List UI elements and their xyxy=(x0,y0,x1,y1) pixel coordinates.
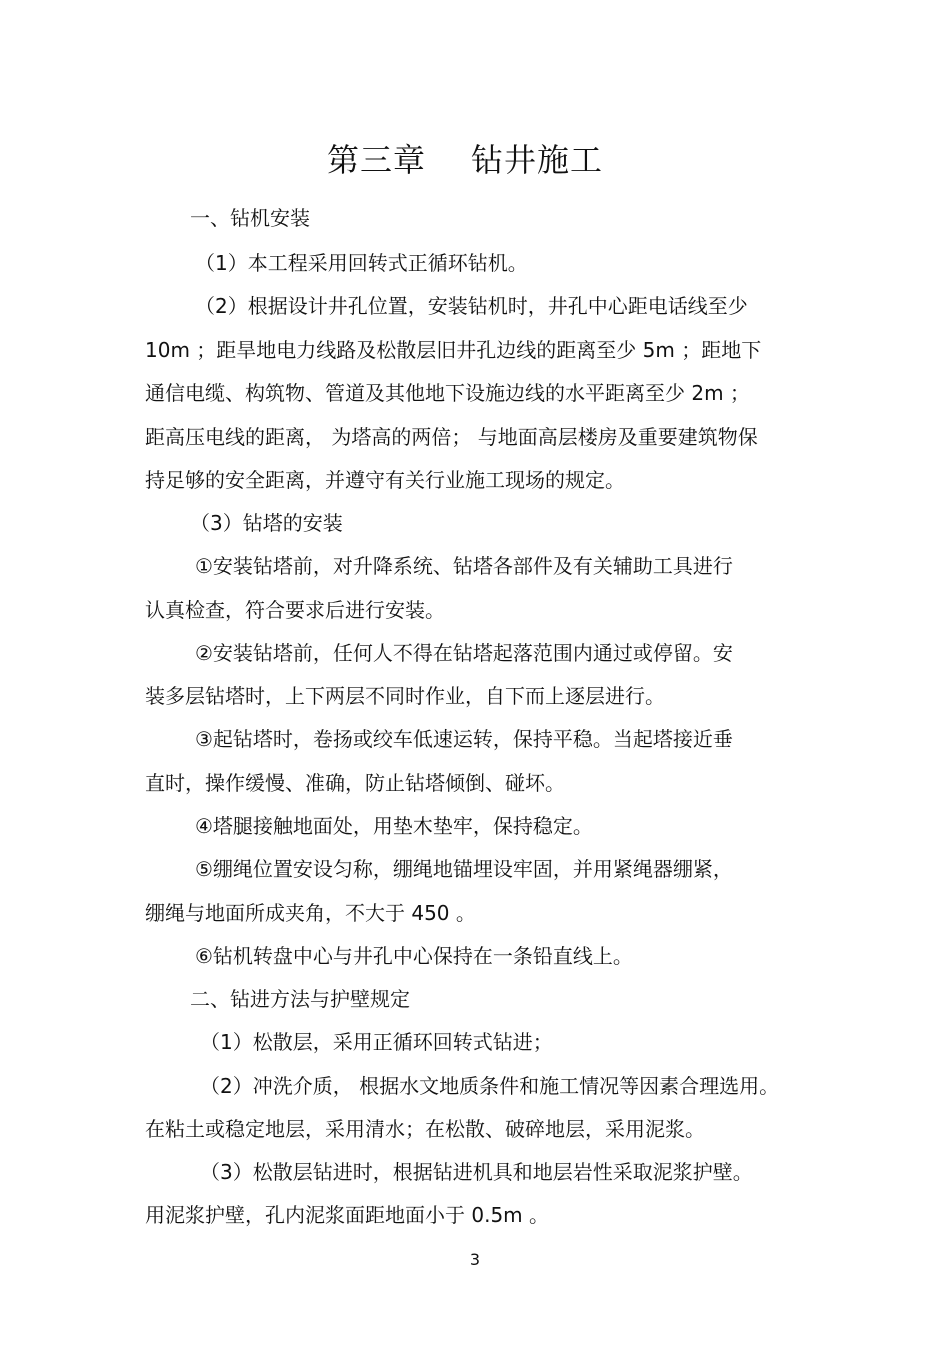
chapter-name: 钻井施工 xyxy=(471,141,604,179)
paragraph-line: ⑤绷绳位置安设匀称，绷绳地锚埋设牢固，并用紧绳器绷紧， xyxy=(195,857,733,881)
paragraph-line: （3）松散层钻进时，根据钻进机具和地层岩性采取泥浆护壁。 xyxy=(200,1160,753,1184)
paragraph-line: ⑥钻机转盘中心与井孔中心保持在一条铅直线上。 xyxy=(195,944,633,968)
paragraph-line: 装多层钻塔时，上下两层不同时作业，自下而上逐层进行。 xyxy=(145,684,665,708)
paragraph-line: ①安装钻塔前，对升降系统、钻塔各部件及有关辅助工具进行 xyxy=(195,554,733,578)
section-heading: 二、钻进方法与护壁规定 xyxy=(190,987,410,1011)
paragraph-line: 通信电缆、构筑物、管道及其他地下设施边线的水平距离至少 2m ； xyxy=(145,381,750,405)
chapter-title xyxy=(0,135,930,181)
paragraph-line: （2）冲洗介质， 根据水文地质条件和施工情况等因素合理选用。 xyxy=(200,1074,780,1098)
paragraph-line: 认真检查，符合要求后进行安装。 xyxy=(145,598,445,622)
paragraph-line: 绷绳与地面所成夹角，不大于 450 。 xyxy=(145,901,476,925)
paragraph-line: （2）根据设计井孔位置，安装钻机时，井孔中心距电话线至少 xyxy=(195,294,748,318)
section-heading: 一、钻机安装 xyxy=(190,206,310,230)
subsection-heading: （3）钻塔的安装 xyxy=(190,511,343,535)
paragraph-line: （1）松散层，采用正循环回转式钻进； xyxy=(200,1030,553,1054)
page-number: 3 xyxy=(469,1250,481,1269)
paragraph-line: ②安装钻塔前，任何人不得在钻塔起落范围内通过或停留。安 xyxy=(195,641,733,665)
paragraph-line: 10m ；距旱地电力线路及松散层旧井孔边线的距离至少 5m ；距地下 xyxy=(145,338,762,362)
paragraph-line: 在粘土或稳定地层，采用清水；在松散、破碎地层，采用泥浆。 xyxy=(145,1117,705,1141)
paragraph-line: 持足够的安全距离，并遵守有关行业施工现场的规定。 xyxy=(145,468,625,492)
paragraph-line: 用泥浆护壁，孔内泥浆面距地面小于 0.5m 。 xyxy=(145,1203,550,1227)
paragraph-line: （1）本工程采用回转式正循环钻机。 xyxy=(195,251,528,275)
paragraph-line: ③起钻塔时，卷扬或绞车低速运转，保持平稳。当起塔接近垂 xyxy=(195,727,733,751)
paragraph-line: 距高压电线的距离， 为塔高的两倍； 与地面高层楼房及重要建筑物保 xyxy=(145,425,758,449)
chapter-number: 第三章 xyxy=(326,141,426,179)
paragraph-line: ④塔腿接触地面处，用垫木垫牢，保持稳定。 xyxy=(195,814,593,838)
paragraph-line: 直时，操作缓慢、准确，防止钻塔倾倒、碰坏。 xyxy=(145,771,565,795)
